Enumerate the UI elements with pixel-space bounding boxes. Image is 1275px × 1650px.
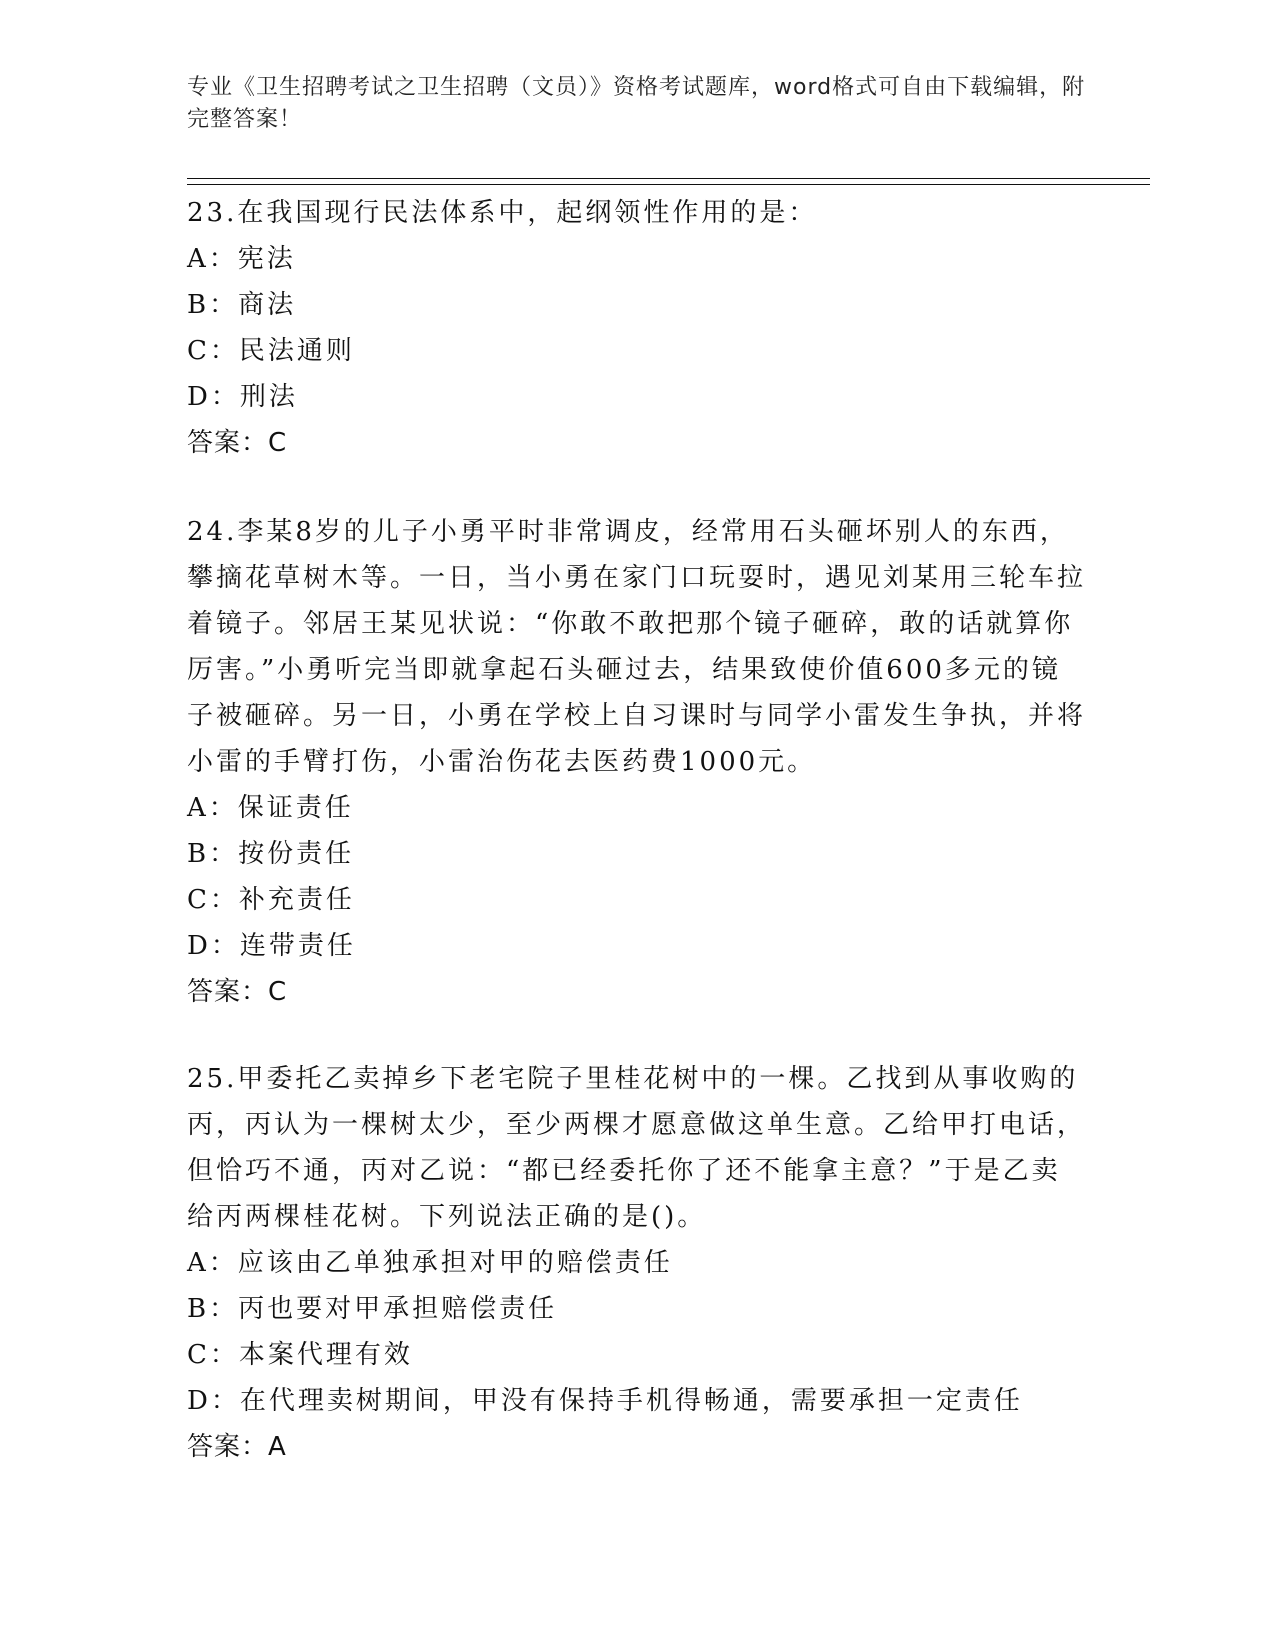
- answer: 答案：C: [187, 428, 288, 458]
- option-c: C：民法通则: [187, 336, 355, 366]
- option-c: C：本案代理有效: [187, 1340, 413, 1370]
- question-25: [187, 1056, 1087, 1470]
- question-24: [187, 509, 1087, 1015]
- answer: 答案：A: [187, 1432, 287, 1462]
- header-divider-bottom: [187, 184, 1150, 185]
- option-b: B：按份责任: [187, 839, 355, 869]
- question-stem: 24.李某8岁的儿子小勇平时非常调皮，经常用石头砸坏别人的东西，攀摘花草树木等。一日，当小勇在家门口玩耍时，遇见刘某用三轮车拉着镜子。邻居王某见状说：“你敢不敢把那个镜子砸碎，敢的话就算你厉害。”小勇听完当即就拿起石头砸过去，结果致使价值600多元的镜子被砸碎。另一日，小勇在学校上自习课时与同学小雷发生争执，并将小雷的手臂打伤，小雷治伤花去医药费1000元。: [187, 517, 1087, 777]
- option-a: A：保证责任: [187, 793, 354, 823]
- document-header: 专业《卫生招聘考试之卫生招聘（文员）》资格考试题库，word格式可自由下载编辑，附完整答案！: [187, 75, 1086, 132]
- question-stem: 23.在我国现行民法体系中，起纲领性作用的是：: [187, 198, 818, 228]
- option-a: A：宪法: [187, 244, 296, 274]
- option-c: C：补充责任: [187, 885, 355, 915]
- option-d: D：连带责任: [187, 931, 356, 961]
- option-d: D：在代理卖树期间，甲没有保持手机得畅通，需要承担一定责任: [187, 1386, 1023, 1416]
- header-divider-top: [187, 178, 1150, 179]
- option-b: B：丙也要对甲承担赔偿责任: [187, 1294, 558, 1324]
- option-d: D：刑法: [187, 382, 298, 412]
- question-stem: 25.甲委托乙卖掉乡下老宅院子里桂花树中的一棵。乙找到从事收购的丙，丙认为一棵树太少，至少两棵才愿意做这单生意。乙给甲打电话，但恰巧不通，丙对乙说：“都已经委托你了还不能拿主意？”于是乙卖给丙两棵桂花树。下列说法正确的是()。: [187, 1064, 1087, 1232]
- option-b: B：商法: [187, 290, 297, 320]
- question-23: [187, 190, 1087, 466]
- answer: 答案：C: [187, 977, 288, 1007]
- option-a: A：应该由乙单独承担对甲的赔偿责任: [187, 1248, 673, 1278]
